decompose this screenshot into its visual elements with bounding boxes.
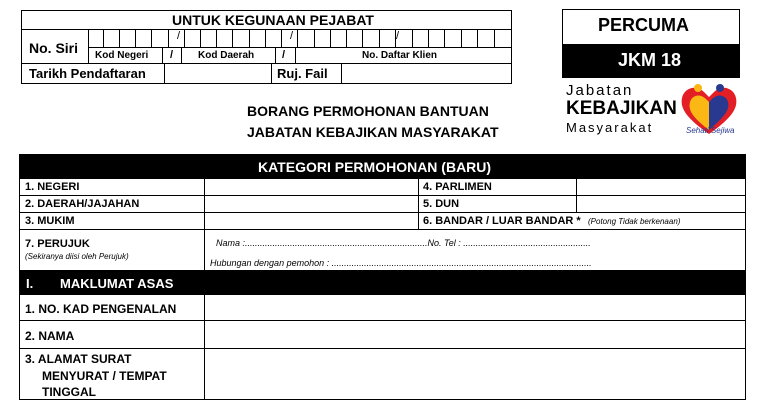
dun-field[interactable] (577, 197, 745, 213)
slash-5: / (282, 49, 286, 61)
no-daftar-klien-label: No. Daftar Klien (362, 50, 438, 61)
slash-2: / (290, 30, 294, 42)
nama-field[interactable] (205, 322, 745, 349)
perujuk-hubungan-line[interactable]: Hubungan dengan pemohon : ........................................................................................................ (210, 258, 592, 268)
kategori-header: KATEGORI PERMOHONAN (BARU) (258, 159, 492, 175)
slash-4: / (170, 49, 174, 61)
negeri-field[interactable] (205, 180, 418, 196)
slash-1: / (177, 30, 181, 42)
form-code: JKM 18 (618, 50, 682, 70)
logo-line1: Jabatan (566, 82, 634, 99)
mukim-field[interactable] (205, 214, 418, 230)
no-kad-pengenalan-label: 1. NO. KAD PENGENALAN (25, 302, 177, 316)
alamat-field[interactable] (205, 350, 745, 400)
parlimen-label: 4. PARLIMEN (423, 181, 492, 193)
dun-label: 5. DUN (423, 198, 460, 210)
ruj-fail-label: Ruj. Fail (277, 66, 328, 81)
logo-line2: KEBAJIKAN (566, 98, 677, 119)
logo-tagline: Sehati Sejiwa (686, 126, 735, 135)
tarikh-pendaftaran-field[interactable] (165, 64, 271, 84)
perujuk-note: (Sekiranya diisi oleh Perujuk) (25, 252, 129, 261)
form-title-line2: JABATAN KEBAJIKAN MASYARAKAT (247, 124, 499, 140)
kod-negeri-label: Kod Negeri (95, 50, 149, 61)
mukim-label: 3. MUKIM (25, 215, 75, 227)
slash-3: / (396, 30, 400, 42)
bandar-label: 6. BANDAR / LUAR BANDAR * (423, 215, 581, 227)
parlimen-field[interactable] (577, 180, 745, 196)
alamat-label-line2: MENYURAT / TEMPAT (42, 369, 167, 383)
bandar-note: (Potong Tidak berkenaan) (588, 217, 681, 226)
kod-daerah-label: Kod Daerah (198, 50, 255, 61)
nama-label: 2. NAMA (25, 329, 75, 343)
form-title-line1: BORANG PERMOHONAN BANTUAN (247, 103, 489, 119)
perujuk-nama-line[interactable]: Nama :.........................................................................No. Tel : ................................................... (216, 238, 591, 248)
tarikh-pendaftaran-label: Tarikh Pendaftaran (29, 66, 146, 81)
percuma-label: PERCUMA (598, 15, 690, 35)
office-header: UNTUK KEGUNAAN PEJABAT (172, 12, 374, 28)
daerah-field[interactable] (205, 197, 418, 213)
logo-line3: Masyarakat (566, 120, 654, 135)
no-siri-label: No. Siri (29, 40, 79, 56)
negeri-label: 1. NEGERI (25, 181, 80, 193)
maklumat-section-no: I. (26, 276, 34, 291)
alamat-label-line1: 3. ALAMAT SURAT (25, 352, 132, 366)
perujuk-label: 7. PERUJUK (25, 238, 90, 250)
alamat-label-line3: TINGGAL (42, 385, 96, 399)
no-siri-boxes[interactable] (88, 30, 512, 48)
daerah-label: 2. DAERAH/JAJAHAN (25, 198, 140, 210)
ruj-fail-field[interactable] (342, 64, 511, 84)
no-kad-pengenalan-field[interactable] (205, 296, 745, 321)
maklumat-header: MAKLUMAT ASAS (60, 276, 174, 291)
